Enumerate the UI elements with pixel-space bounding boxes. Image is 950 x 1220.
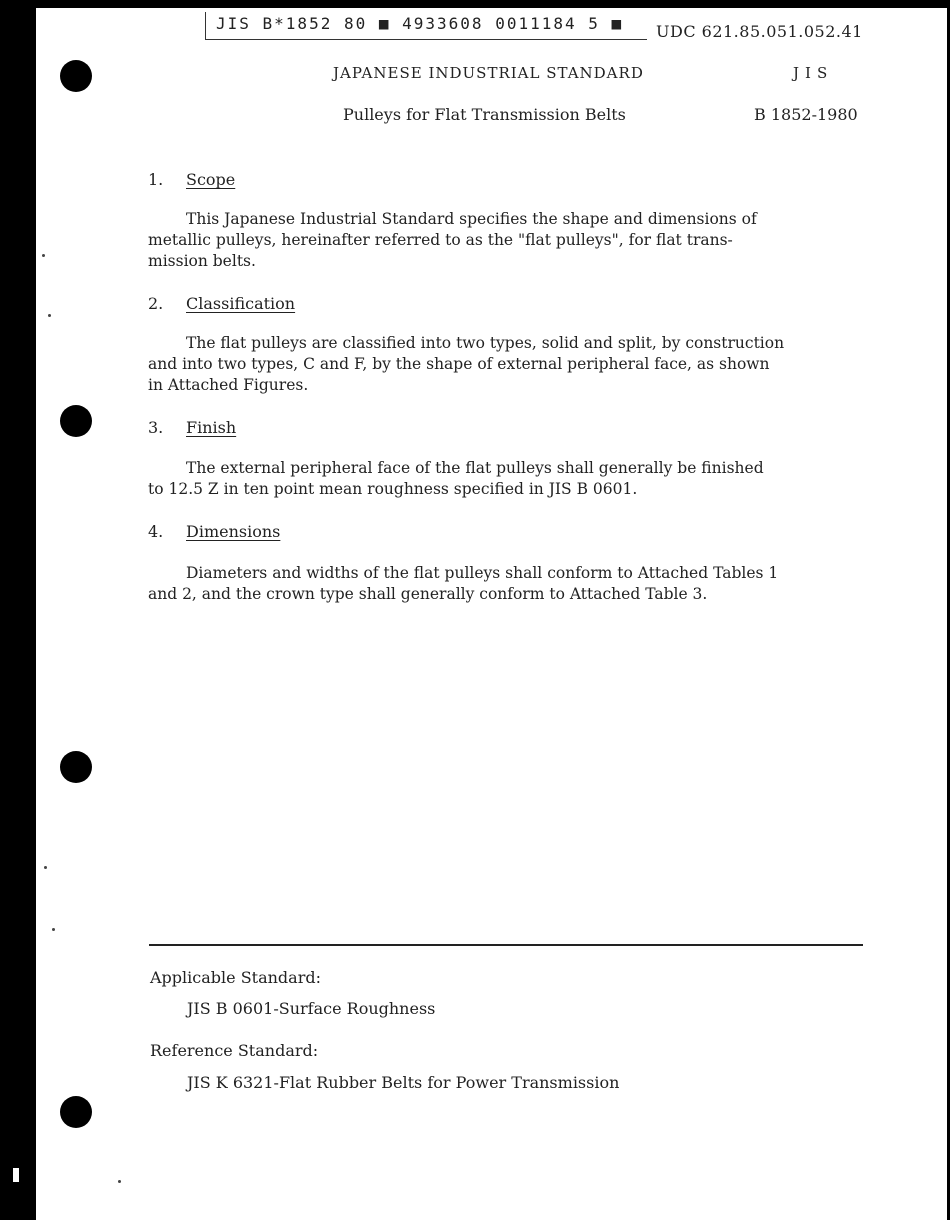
body-line: and 2, and the crown type shall generally conform to Attached Table 3. (148, 585, 708, 603)
section-number: 1. (148, 170, 164, 189)
body-line: to 12.5 Z in ten point mean roughness specified in JIS B 0601. (148, 480, 638, 498)
scan-edge-notch (13, 1168, 19, 1182)
punch-hole (60, 1096, 92, 1128)
applicable-standard-label: Applicable Standard: (150, 968, 321, 987)
body-line: The flat pulleys are classified into two types, solid and split, by construction (186, 334, 785, 352)
section-heading-finish (148, 418, 236, 437)
reference-standard-label: Reference Standard: (150, 1041, 319, 1060)
section-body-finish (148, 458, 870, 500)
section-body-classification (148, 333, 870, 396)
scan-top-border (0, 0, 950, 8)
standard-title: JAPANESE INDUSTRIAL STANDARD (333, 64, 644, 82)
reference-standard-item: JIS K 6321-Flat Rubber Belts for Power Transmission (187, 1073, 620, 1092)
section-number: 2. (148, 294, 164, 313)
scan-speck (48, 314, 51, 317)
punch-hole (60, 751, 92, 783)
scan-speck (118, 1180, 121, 1183)
punch-hole (60, 405, 92, 437)
body-line: This Japanese Industrial Standard specifies the shape and dimensions of (186, 210, 757, 228)
section-body-dimensions (148, 563, 870, 605)
body-line: Diameters and widths of the flat pulleys shall conform to Attached Tables 1 (186, 564, 779, 582)
section-heading-dimensions (148, 522, 280, 541)
section-number: 4. (148, 522, 164, 541)
body-line: and into two types, C and F, by the shape of external peripheral face, as shown (148, 355, 770, 373)
body-line: metallic pulleys, hereinafter referred to as the "flat pulleys", for flat trans- (148, 231, 733, 249)
section-title: Dimensions (186, 522, 281, 541)
section-body-scope (148, 209, 870, 272)
scan-speck (42, 254, 45, 257)
scan-speck (44, 866, 47, 869)
footer-divider (149, 944, 863, 946)
scan-speck (52, 928, 55, 931)
document-subject: Pulleys for Flat Transmission Belts (343, 105, 626, 124)
udc-number: UDC 621.85.051.052.41 (656, 22, 863, 41)
section-title: Classification (186, 294, 296, 313)
body-line: in Attached Figures. (148, 376, 309, 394)
section-heading-classification (148, 294, 295, 313)
applicable-standard-item: JIS B 0601-Surface Roughness (187, 999, 436, 1018)
body-line: The external peripheral face of the flat pulleys shall generally be finished (186, 459, 764, 477)
standard-number: B 1852-1980 (754, 105, 858, 124)
section-heading-scope (148, 170, 235, 189)
document-code-line: JIS B*1852 80 ■ 4933608 0011184 5 ■ (205, 12, 647, 40)
section-title: Finish (186, 418, 237, 437)
section-title: Scope (186, 170, 236, 189)
section-number: 3. (148, 418, 164, 437)
scan-binding-edge (0, 0, 36, 1220)
jis-mark: JIS (793, 64, 834, 82)
body-line: mission belts. (148, 252, 256, 270)
punch-hole (60, 60, 92, 92)
